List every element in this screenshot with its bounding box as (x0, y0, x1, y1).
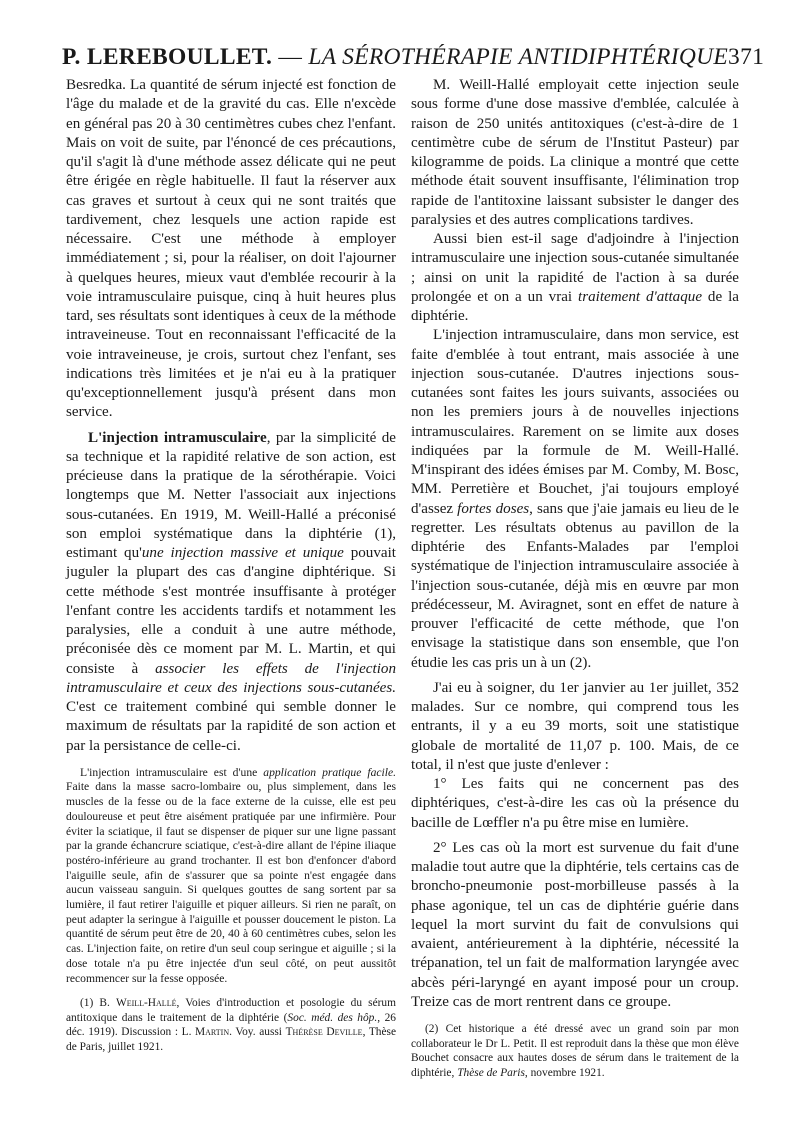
header-author: P. LEREBOULLET. (62, 44, 273, 70)
right-paragraph-1: M. Weill-Hallé employait cette injection seule sous forme d'une dose massive d'emblée, calculée à raison de 250 unités antitoxiques (c'est-à-dire de 1 centimètre cube de sérum de l'Institut Pasteur) par kilogramme de poids. La clinique a montré que cette méthode était souvent insuffisante, l'élimination trop rapide de l'antitoxine laissant subsister le danger des paralysies et des autres complications tardives. (411, 77, 739, 228)
footnote-1-name-weill-halle: Weill-Hallé (115, 997, 177, 1010)
right-paragraph-2-italic: traitement d'attaque (578, 288, 703, 305)
left-paragraph-2-text-b: pouvait juguler la plupart des cas d'angine diphtérique. Si cette méthode s'est montrée insuffisante à protéger l'enfant contre les accidents tardifs et notamment les paralysies, elle a conduit à une autre méthode, préconisée dès ce moment par M. L. Martin, et qui consiste à (66, 545, 396, 677)
footnote-2 (411, 1022, 739, 1080)
technique-note-text-b: Faite dans la masse sacro-lombaire ou, plus simplement, dans les muscles de la fesse ou de la face externe de la cuisse, elle est peu douloureuse et peut être aisément pratiquée par une infirmière. Pour éviter la sciatique, il faut se dispenser de piquer sur une ligne passant par la grande échancrure sciatique, c'est-à-dire allant de l'épine iliaque postéro-inférieure au grand trochanter. Il est bon d'enfoncer d'abord l'aiguille seule, afin de s'assurer que sa pointe n'est engagée dans aucun vaisseau sanguin. Si quelques gouttes de sang sortent par sa lumière, il faut retirer l'aiguille et piquer ailleurs. Si rien ne paraît, on peut adapter la seringue à l'aiguille et pousser doucement le piston. La quantité de sérum peut être de 20, 40 à 60 centimètres cubes, selon les cas. L'injection faite, on retire d'un seul coup seringue et aiguille ; si la dose totale n'a pu être injectée d'un seul côté, on peut aussitôt recommencer sur la fesse opposée. (66, 780, 396, 985)
right-paragraph-3-text-a: L'injection intramusculaire, dans mon service, est faite d'emblée à tout entrant, mais associée à une injection sous-cutanée. D'autres injections sous-cutanées sont faites les jours suivants, associées ou non les premiers jours à de nouvelles injections intramusculaires. Rarement on se limite aux doses indiquées par la formule de M. Weill-Hallé. M'inspirant des idées émises par M. Comby, M. Bosc, MM. Perretière et Bouchet, j'ai toujours employé d'assez (411, 327, 739, 517)
footnote-2-italic: Thèse de Paris (457, 1066, 525, 1079)
footnote-1-name-deville: Thérèse Deville (285, 1026, 363, 1039)
left-paragraph-1: Besredka. La quantité de sérum injecté est fonction de l'âge du malade et de la gravité du cas. Elle n'excède en général pas 20 à 30 centimètres cubes chez l'enfant. Mais on voit de suite, par l'énoncé de ces précautions, qu'il s'agit là d'une méthode assez délicate qui ne peut être érigée en règle habituelle. Il faut la réserver aux cas graves et surtout à ceux qui ne sont traités que tardivement, chez lesquels une action rapide est nécessaire. C'est une méthode à employer immédiatement ; si, pour la réaliser, on doit l'ajourner à quelques heures, mieux vaut d'emblée recourir à la voie intramusculaire puisque, cinq à huit heures plus tard, ses résultats sont identiques à ceux de la méthode intraveineuse. Tout en reconnaissant l'efficacité de la voie intraveineuse, je crois, surtout chez l'enfant, ses indications très limitées et je n'ai eu à la pratiquer qu'exceptionnellement jusqu'à présent dans mon service. (66, 77, 396, 421)
footnote-1-text-c: , 26 déc. 1919). Discussion : L. (66, 1011, 396, 1039)
right-paragraph-2-text-a: Aussi bien est-il sage d'adjoindre à l'injection intramusculaire une injection sous-cutanée simultanée ; ainsi on unit la rapidité de l'action à sa durée prolongée et on a un vrai (411, 231, 739, 305)
footnote-1-text-b: , Voies d'introduction et posologie du sérum antitoxique dans le traitement de la diphtérie ( (66, 997, 396, 1024)
section-heading-intramusculaire: L'injection intramusculaire (88, 429, 267, 446)
right-column (411, 76, 739, 1080)
left-paragraph-2-text-a: , par la simplicité de sa technique et la rapidité relative de son action, est précieuse dans la pratique de la sérothérapie. Voici longtemps que M. Netter l'associait aux injections sous-cutanées. En 1919, M. Weill-Hallé a préconisé son emploi systématique dans la diphtérie (1), estimant qu' (66, 429, 396, 561)
left-paragraph-2 (66, 429, 396, 756)
right-paragraph-3-text-b: , sans que j'aie jamais eu lieu de le regretter. Les résultats obtenus au pavillon de la diphtérie des Enfants-Malades par l'emploi systématique de l'injection intramusculaire associée à l'injection sous-cutanée, déjà mis en œuvre par mon prédécesseur, M. Aviragnet, sont en effet de nature à prouver l'efficacité de cette méthode, que l'on envisage la statistique dans son ensemble, que l'on étudie les cas pris un à un (2). (411, 500, 739, 671)
left-column (66, 76, 396, 1054)
footnote-1 (66, 996, 396, 1054)
right-paragraph-5: 1° Les faits qui ne concernent pas des diphtériques, c'est-à-dire les cas où la présence du bacille de Lœffler n'a pu être mise en lumière. (411, 776, 739, 831)
page-number: 371 (728, 44, 765, 70)
footnote-1-text-a: (1) B. (80, 997, 116, 1010)
header-title: LA SÉROTHÉRAPIE ANTIDIPHTÉRIQUE (308, 44, 729, 70)
right-paragraph-4: J'ai eu à soigner, du 1er janvier au 1er juillet, 352 malades. Sur ce nombre, qui comprend tous les entrants, il y a eu 39 morts, soit une statistique globale de mortalité de 11,07 p. 100. Mais, de ce total, il n'est que juste d'enlever : (411, 679, 739, 773)
right-paragraph-2 (411, 230, 739, 326)
right-paragraph-6: 2° Les cas où la mort est survenue du fait d'une maladie tout autre que la diphtérie, tels certains cas de broncho-pneumonie post-morbilleuse passés à la phase agonique, tel un cas de diphtérie guérie dans lequel la mort survint du fait de convulsions qui avaient, antérieurement à la diphtérie, nécessité la trépanation, tel un fait de malformation laryngée avec abcès péri-laryngé en ayant imposé pour un croup. Treize cas de mort rentrent dans ce groupe. (411, 839, 739, 1010)
left-paragraph-2-italic-2: associer les effets de l'injection intramusculaire et ceux des injections sous-cutanées. (66, 660, 396, 696)
right-paragraph-3-italic: fortes doses (457, 500, 530, 517)
footnote-1-text-d: . Voy. aussi (229, 1026, 286, 1039)
header-dash: — (278, 44, 303, 70)
right-paragraph-2-text-b: de la diphtérie. (411, 288, 739, 324)
technique-note-italic: application pratique facile. (263, 765, 396, 779)
left-paragraph-2-italic-1: une injection massive et unique (141, 545, 344, 561)
right-paragraph-3 (411, 326, 739, 673)
left-paragraph-2-text-c: C'est ce traitement combiné qui semble donner le maximum de résultats par la rapidité de son action et par la persistance de celle-ci. (66, 699, 396, 754)
running-header (62, 44, 765, 78)
footnote-1-text-e: , Thèse de Paris, juillet 1921. (66, 1026, 397, 1053)
footnote-2-text-a: (2) Cet historique a été dressé avec un grand soin par mon collaborateur le Dr L. Petit. Il est reproduit dans la thèse que mon élève Bouchet consacre aux hautes doses de sérum dans le traitement de la diphtérie, (411, 1023, 739, 1079)
footnote-1-italic: Soc. méd. des hôp. (287, 1011, 378, 1024)
footnote-1-name-martin: Martin (195, 1026, 230, 1039)
footnote-2-text-b: , novembre 1921. (524, 1066, 605, 1079)
technique-note (66, 766, 396, 987)
header-title-group (62, 44, 728, 71)
technique-note-text-a: L'injection intramusculaire est d'une (80, 765, 264, 779)
